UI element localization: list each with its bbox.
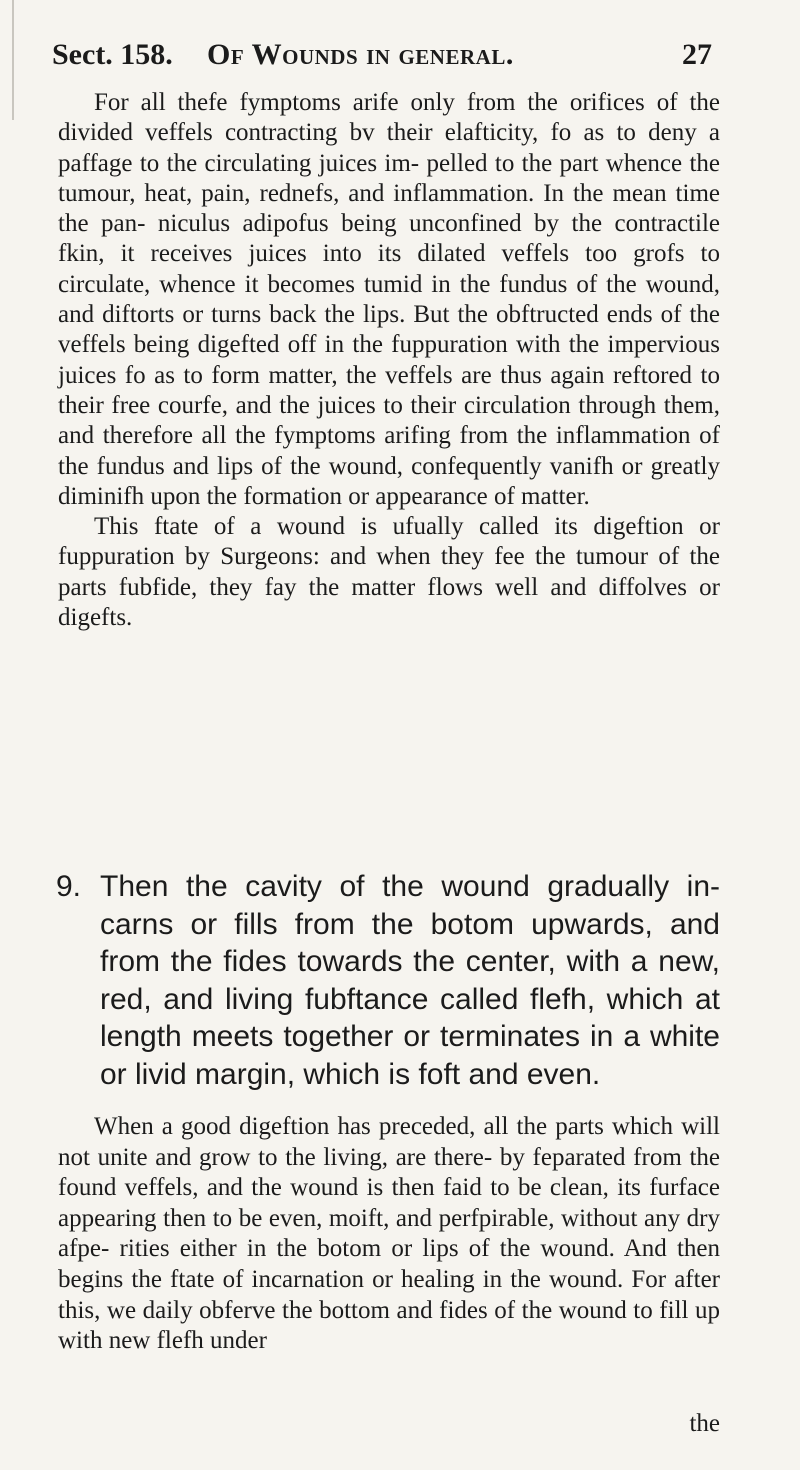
body-text-lower <box>58 1112 720 1357</box>
paragraph-digestion: This ftate of a wound is ufually called its digeftion or fuppuration by Surgeons: and when they fee the tumour of the parts fubfide, they fay the matter flows well and diffolves or digefts. <box>58 513 720 632</box>
aphorism-number: 9. <box>56 870 82 903</box>
paragraph-incarnation: Then the cavity of the wound gradually in- carns or fills from the botom upwards, and from the fides towards the center, with a new, red, and living fubftance called flefh, which at length meets together or terminates in a white or livid margin, which is foft and even. <box>100 870 720 1091</box>
catchword: the <box>689 1410 720 1437</box>
page-gutter-edge <box>12 0 14 120</box>
paragraph-healing: When a good digeftion has preceded, all the parts which will not unite and grow to the living, are there- by feparated from the found veffels, and the wound is then faid to be clean, its furface appearing then to be even, moift, and perfpirable, without any dry afpe- rities either in the botom or lips of the wound. And then begins the ftate of incarnation or healing in the wound. For after this, we daily obferve the bottom and fides of the wound to fill up with new flefh under <box>58 1113 720 1355</box>
paragraph-symptoms: For all thefe fymptoms arife only from the orifices of the divided veffels contracting bv their elafticity, fo as to deny a paffage to the circulating juices im- pelled to the part whence the tumour, heat, pain, rednefs, and inflammation. In the mean time the pan- niculus adipofus being unconfined by the contractile fkin, it receives juices into its dilated veffels too grofs to circulate, whence it becomes tumid in the fundus of the wound, and diftorts or turns back the lips. But the obftructed ends of the veffels being digefted off in the fuppuration with the impervious juices fo as to form matter, the veffels are thus again reftored to their free courfe, and the juices to their circulation through them, and therefore all the fymptoms arifing from the inflammation of the fundus and lips of the wound, confequently vanifh or greatly diminifh upon the formation or appearance of matter. <box>58 89 720 510</box>
page-number: 27 <box>682 38 712 71</box>
body-text-upper <box>58 88 720 633</box>
running-title: Of Wounds in general. <box>207 38 514 71</box>
running-head <box>52 38 712 78</box>
aphorism-block <box>58 868 720 1094</box>
section-number: Sect. 158. <box>52 38 173 71</box>
